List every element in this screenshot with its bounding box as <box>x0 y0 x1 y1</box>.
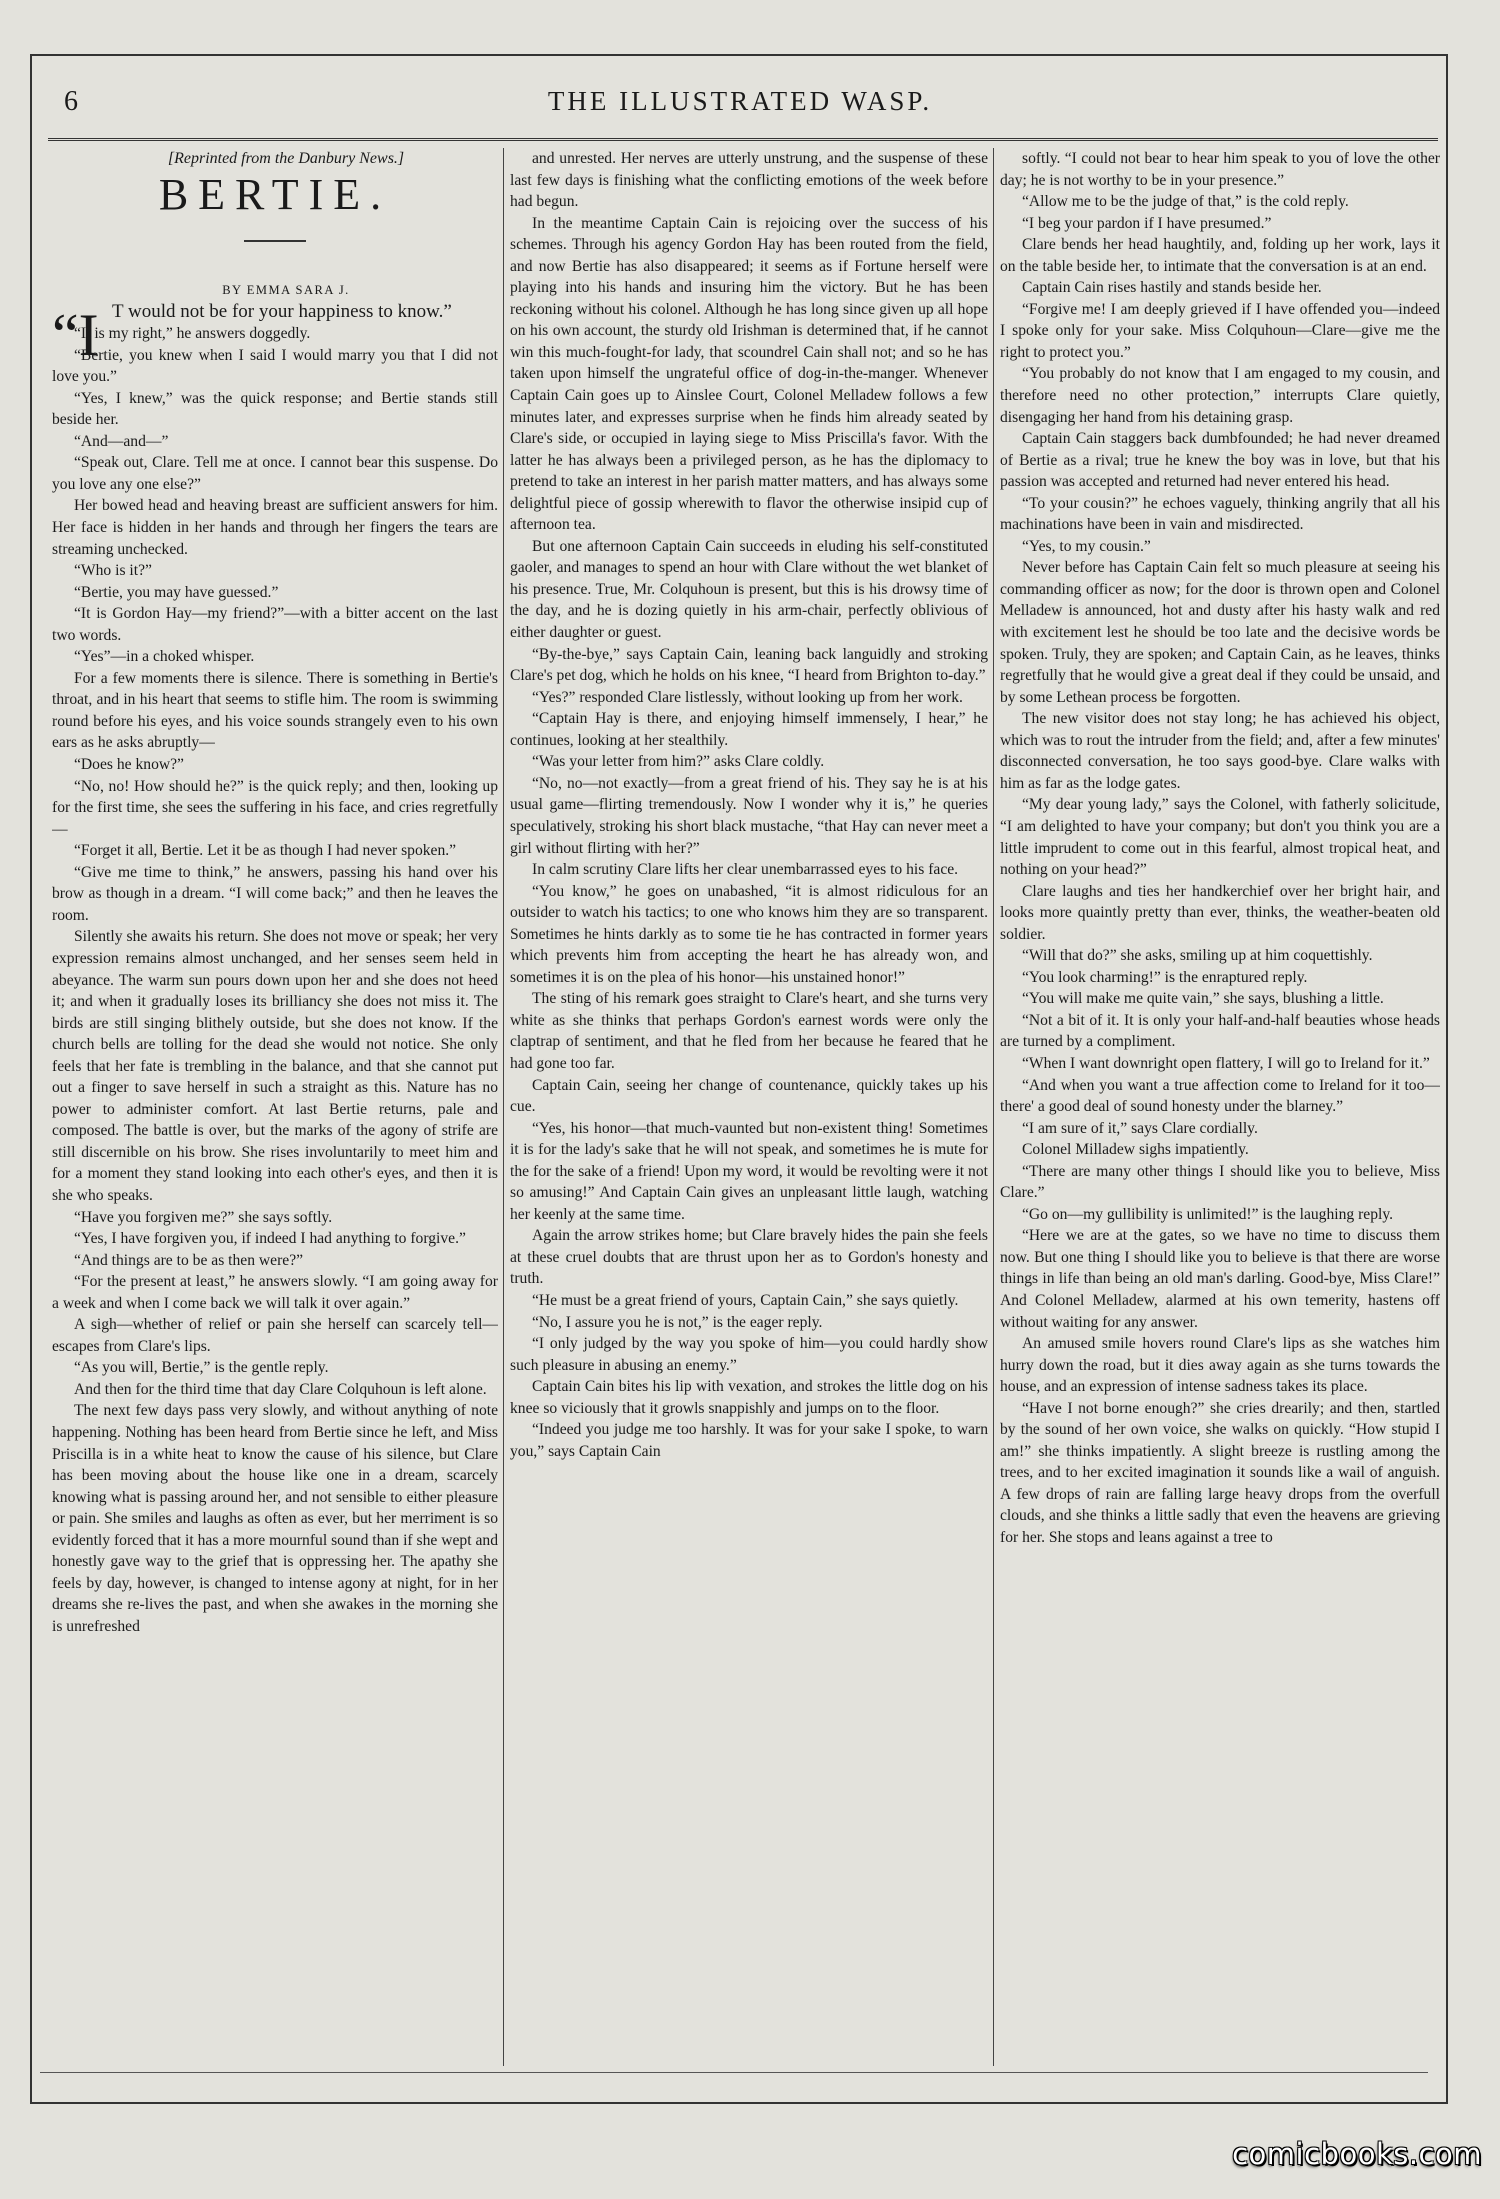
paragraph: “He must be a great friend of yours, Captain Cain,” she says quietly. <box>532 1291 959 1309</box>
header-rule <box>48 138 1438 141</box>
paragraph: “No, I assure you he is not,” is the eager reply. <box>532 1313 823 1331</box>
paragraph: Again the arrow strikes home; but Clare bravely hides the pain she feels at these cruel doubts that are thrust upon her as to Gordon's honesty and truth. <box>510 1227 988 1288</box>
paragraph: “Yes?” responded Clare listlessly, without looking up from her work. <box>532 688 963 706</box>
paragraph: “To your cousin?” he echoes vaguely, thinking angrily that all his machinations have been in vain and misdirected. <box>1000 494 1440 534</box>
paragraph: Never before has Captain Cain felt so much pleasure at seeing his commanding officer as now; for the door is thrown open and Colonel Melladew is announced, hot and dusty after his hasty walk and red with excitement lest he should be too late and the decisive words be spoken. Truly, they are spoken; and Captain Cain, as he leaves, thinks regretfully that he would give a great deal if they could be unsaid, and by some Lethean process be forgotten. <box>1000 559 1440 706</box>
column-3-body <box>1000 148 1440 1549</box>
paragraph: And then for the third time that day Clare Colquhoun is left alone. <box>74 1380 487 1398</box>
paragraph: “Give me time to think,” he answers, passing his hand over his brow as though in a dream. “I will come back;” and then he leaves the room. <box>52 863 498 924</box>
paragraph: Captain Cain rises hastily and stands beside her. <box>1022 279 1322 297</box>
paragraph: “Yes”—in a choked whisper. <box>74 648 255 666</box>
story-title: BERTIE. <box>158 169 392 219</box>
paragraph: “I beg your pardon if I have presumed.” <box>1022 214 1272 232</box>
paragraph: Captain Cain staggers back dumbfounded; he had never dreamed of Bertie as a rival; true he knew the boy was in love, but that his passion was accepted and returned had never entered his head. <box>1000 430 1440 491</box>
paragraph: “Was your letter from him?” asks Clare coldly. <box>532 753 825 771</box>
paragraph: “It is my right,” he answers doggedly. <box>74 325 311 343</box>
masthead: THE ILLUSTRATED WASP. <box>547 86 933 116</box>
paragraph: In calm scrutiny Clare lifts her clear unembarrassed eyes to his face. <box>532 861 959 879</box>
paragraph: But one afternoon Captain Cain succeeds in eluding his self-constituted gaoler, and manages to spend an hour with Clare without the wet blanket of his presence. True, Mr. Colquhoun is present, but this is his drowsy time of the day, and he is dozing quietly in his arm-chair, perfectly oblivious of either daughter or guest. <box>510 537 988 642</box>
paragraph: “There are many other things I should like you to believe, Miss Clare.” <box>1000 1162 1440 1202</box>
paragraph: “Captain Hay is there, and enjoying himself immensely, I hear,” he continues, looking at her stealthily. <box>510 710 988 749</box>
paragraph: In the meantime Captain Cain is rejoicing over the success of his schemes. Through his agency Gordon Hay has been routed from the field, and now Bertie has also disappeared; it seems as if Fortune herself were playing into his hands and insuring him the victory. But he has been reckoning without his colonel. Although he has long since given up all hope on his own account, the sturdy old Irishman is determined that, if he cannot win this much-fought-for lady, that scoundrel Cain shall not; and so he has taken upon himself the ungrateful office of dog-in-the-manger. Whenever Captain Cain goes up to Ainslee Court, Colonel Melladew follows a few minutes later, and expresses surprise when he finds him already seated by Clare's side, or occupied in laying siege to Miss Priscilla's favor. With the latter he has always been a privileged person, as he has the diplomacy to pretend to take an interest in her parish matter matters, and has always some delightful piece of gossip wherewith to flavor the otherwise insipid cup of afternoon tea. <box>510 214 988 534</box>
drop-cap: “I <box>52 302 99 369</box>
paragraph: “Yes, to my cousin.” <box>1022 537 1151 555</box>
column-2 <box>510 148 988 2066</box>
paragraph: “It is Gordon Hay—my friend?”—with a bitter accent on the last two words. <box>52 605 498 644</box>
title-rule <box>244 240 306 242</box>
lead-text: T would not be for your happiness to know.” <box>112 301 452 323</box>
page-number: 6 <box>64 86 78 117</box>
paragraph: Colonel Milladew sighs impatiently. <box>1022 1141 1249 1159</box>
paragraph: A sigh—whether of relief or pain she herself can scarcely tell—escapes from Clare's lips. <box>52 1316 498 1355</box>
paragraph: Silently she awaits his return. She does not move or speak; her very expression remains almost unchanged, and her senses seem held in abeyance. The warm sun pours down upon her and she does not heed it; and when it gradually loses its brilliancy she does not miss it. The birds are still singing blithely outside, but she does not know. If the church bells are tolling for the dead she would not notice. She only feels that her fate is trembling in the balance, and that she cannot put out a finger to save herself in such a straight as this. Nature has no power to administer comfort. At last Bertie returns, pale and composed. The battle is over, but the marks of the agony of strife are still discernible on his brow. She rises involuntarily to meet him and for a moment they stand looking into each other's eyes, and then it is she who speaks. <box>52 928 498 1204</box>
paragraph: “You look charming!” is the enraptured reply. <box>1022 968 1308 986</box>
paragraph: “My dear young lady,” says the Colonel, with fatherly solicitude, “I am delighted to have your company; but don't you think you are a little imprudent to come out in this fearful, almost tropical heat, and nothing on your head?” <box>1000 796 1440 879</box>
paragraph: “Yes, I knew,” was the quick response; and Bertie stands still beside her. <box>52 389 498 429</box>
paragraph: “As you will, Bertie,” is the gentle reply. <box>74 1359 329 1377</box>
paragraph: “Bertie, you knew when I said I would marry you that I did not love you.” <box>52 346 498 386</box>
paragraph: For a few moments there is silence. There is something in Bertie's throat, and in his heart that seems to stifle him. The room is swimming round before his eyes, and his voice sounds strangely even to his own ears as he asks abruptly— <box>52 669 498 752</box>
paragraph: and unrested. Her nerves are utterly unstrung, and the suspense of these last few days is finishing what the conflicting emotions of the week before had begun. <box>510 150 988 211</box>
paragraph: Her bowed head and heaving breast are sufficient answers for him. Her face is hidden in her hands and through her fingers the tears are streaming unchecked. <box>52 497 498 558</box>
paragraph: Clare laughs and ties her handkerchief over her bright hair, and looks more quaintly pretty than ever, thinks, the weather-beaten old soldier. <box>1000 882 1440 943</box>
paragraph: “Have you forgiven me?” she says softly. <box>74 1208 333 1226</box>
paragraph: “When I want downright open flattery, I will go to Ireland for it.” <box>1022 1054 1430 1072</box>
column-2-body <box>510 148 988 1462</box>
paragraph: “Have I not borne enough?” she cries drearily; and then, startled by the sound of her own voice, she walks on quickly. “How stupid I am!” she thinks impatiently. A slight breeze is rustling among the trees, and to her excited imagination it sounds like a wail of anguish. A few drops of rain are falling large heavy drops from the overfull clouds, and she thinks a little sadly that even the heavens are grieving for her. She stops and leans against a tree to <box>1000 1399 1440 1546</box>
column-1 <box>52 148 498 2066</box>
reprint-note: [Reprinted from the Danbury News.] <box>167 150 405 167</box>
paragraph: “And when you want a true affection come to Ireland for it too—there' a good deal of sound honesty under the blarney.” <box>1000 1076 1440 1116</box>
paragraph: “You probably do not know that I am engaged to my cousin, and therefore need no other protection,” interrupts Clare quietly, disengaging her hand from his detaining grasp. <box>1000 365 1440 426</box>
column-rule <box>503 148 504 2066</box>
paragraph: softly. “I could not bear to hear him speak to you of love the other day; he is not worthy to be in your presence.” <box>1000 150 1440 189</box>
paragraph: “You know,” he goes on unabashed, “it is almost ridiculous for an outsider to watch his tactics; to one who knows him they are so transparent. Sometimes he hints darkly as to some tie he has contracted in former years which prevents him from accepting the heart he has already won, and sometimes it is on the plea of his honor—his unstained honor!” <box>510 882 988 986</box>
paragraph: “Speak out, Clare. Tell me at once. I cannot bear this suspense. Do you love any one else?” <box>52 454 498 493</box>
paragraph: “Yes, his honor—that much-vaunted but non-existent thing! Sometimes it is for the lady's sake that he will not speak, and sometimes he is mute for the for the sake of a friend! Upon my word, it would be revolting were it not so amusing!” And Captain Cain gives an unpleasant little laugh, watching her keenly at the same time. <box>510 1119 988 1223</box>
column-rule <box>993 148 994 2066</box>
watermark: comicbooks.com <box>1232 2137 1482 2171</box>
paragraph: “And things are to be as then were?” <box>74 1251 304 1269</box>
page-header <box>40 86 1440 126</box>
paragraph: The sting of his remark goes straight to Clare's heart, and she turns very white as she thinks that perhaps Gordon's earnest words were only the claptrap of sentiment, and that he fled from her because he feared that he had gone too far. <box>510 990 988 1072</box>
paragraph: “For the present at least,” he answers slowly. “I am going away for a week and when I come back we will talk it over again.” <box>52 1273 498 1312</box>
paragraph: Clare bends her head haughtily, and, folding up her work, lays it on the table beside her, to intimate that the conversation is at an end. <box>1000 236 1440 275</box>
paragraph: “And—and—” <box>74 432 169 450</box>
column-3 <box>1000 148 1440 2066</box>
paragraph: “No, no! How should he?” is the quick reply; and then, looking up for the first time, she sees the suffering in his face, and cries regretfully— <box>52 777 498 838</box>
column-1-body <box>52 323 498 1637</box>
paragraph: “Go on—my gullibility is unlimited!” is the laughing reply. <box>1022 1205 1394 1223</box>
byline: BY EMMA SARA J. <box>222 282 350 297</box>
paragraph: “Yes, I have forgiven you, if indeed I had anything to forgive.” <box>74 1230 466 1248</box>
paragraph: The new visitor does not stay long; he has achieved his object, which was to rout the intruder from the field; and, after a few minutes' disconnected conversation, he too says good-bye. Clare walks with him as far as the lodge gates. <box>1000 710 1440 792</box>
paragraph: “No, no—not exactly—from a great friend of his. They say he is at his usual game—flirting tremendously. Now I wonder why it is,” he queries speculatively, stroking his short black mustache, “that Hay can never meet a girl without flirting with her?” <box>510 774 988 857</box>
paragraph: An amused smile hovers round Clare's lips as she watches him hurry down the road, but it dies away again as she turns towards the house, and an expression of intense sadness takes its place. <box>1000 1335 1440 1396</box>
paragraph: “Allow me to be the judge of that,” is the cold reply. <box>1022 193 1349 211</box>
paragraph: “Indeed you judge me too harshly. It was for your sake I spoke, to warn you,” says Captain Cain <box>510 1421 988 1460</box>
paragraph: “Does he know?” <box>74 756 184 774</box>
paragraph: Captain Cain, seeing her change of countenance, quickly takes up his cue. <box>510 1076 988 1116</box>
paragraph: “I only judged by the way you spoke of him—you could hardly show such pleasure in abusing an enemy.” <box>510 1335 988 1374</box>
paragraph: Captain Cain bites his lip with vexation, and strokes the little dog on his knee so viciously that it growls snappishly and jumps on to the floor. <box>510 1378 988 1417</box>
paragraph: The next few days pass very slowly, and without anything of note happening. Nothing has been heard from Bertie since he left, and Miss Priscilla is in a white heat to know the cause of his silence, but Clare has been moving about the house like one in a dream, scarcely knowing what is passing around her, and not sensible to either pleasure or pain. She smiles and laughs as often as ever, but her merriment is so evidently forced that it has a more mournful sound than if she wept and honestly gave way to the grief that is oppressing her. The apathy she feels by day, however, is changed to intense agony at night, for in her dreams she re-lives the past, and when she awakes in the morning she is unrefreshed <box>52 1402 498 1635</box>
paragraph: “I am sure of it,” says Clare cordially. <box>1022 1119 1258 1137</box>
paragraph: “Forgive me! I am deeply grieved if I have offended you—indeed I spoke only for your sake. Miss Colquhoun—Clare—give me the right to protect you.” <box>1000 300 1440 361</box>
paragraph: “Will that do?” she asks, smiling up at him coquettishly. <box>1022 947 1373 965</box>
footer-rule <box>40 2072 1428 2073</box>
paragraph: “Not a bit of it. It is only your half-and-half beauties whose heads are turned by a compliment. <box>1000 1011 1440 1051</box>
paragraph: “Who is it?” <box>74 562 152 580</box>
paragraph: “By-the-bye,” says Captain Cain, leaning back languidly and stroking Clare's pet dog, which he holds on his knee, “I heard from Brighton to-day.” <box>510 645 988 685</box>
paragraph: “Forget it all, Bertie. Let it be as though I had never spoken.” <box>74 842 457 860</box>
paragraph: “Bertie, you may have guessed.” <box>74 583 279 601</box>
paragraph: “You will make me quite vain,” she says, blushing a little. <box>1022 990 1384 1008</box>
paragraph: “Here we are at the gates, so we have no time to discuss them now. But one thing I should like you to believe is that there are worse things in life than being an old man's darling. Good-bye, Miss Clare!” And Colonel Melladew, alarmed at his own temerity, hastens off without waiting for any answer. <box>1000 1227 1440 1331</box>
article-columns <box>52 148 1440 2068</box>
